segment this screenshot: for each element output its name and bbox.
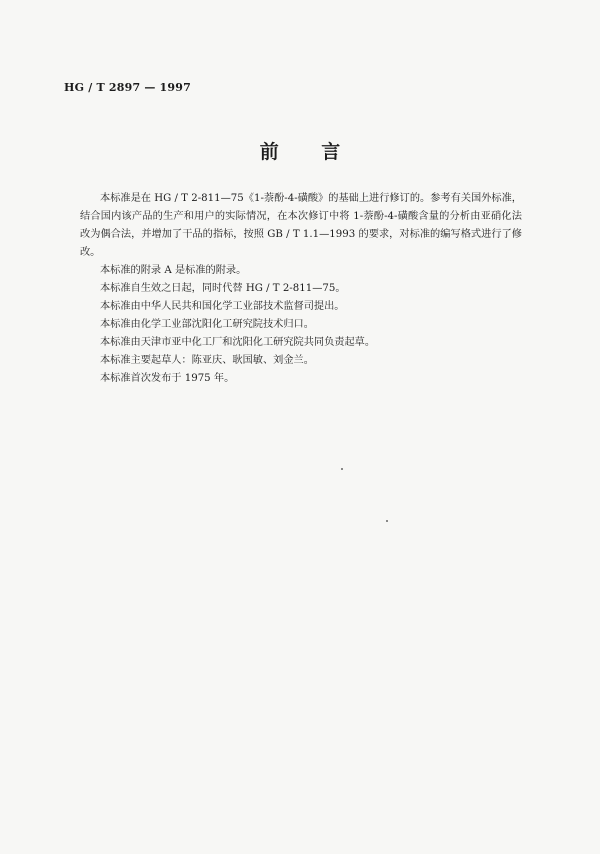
scan-speck bbox=[341, 468, 343, 470]
paragraph-centralized-unit: 本标准由化学工业部沈阳化工研究院技术归口。 bbox=[100, 319, 314, 330]
paragraph-main-drafters: 本标准主要起草人：陈亚庆、耿国敏、刘金兰。 bbox=[100, 355, 314, 366]
standard-code: HG / T 2897 — 1997 bbox=[64, 81, 191, 94]
page-title: 前 言 bbox=[259, 141, 359, 163]
paragraph-drafting-units: 本标准由天津市亚中化工厂和沈阳化工研究院共同负责起草。 bbox=[100, 337, 376, 348]
foreword-body bbox=[80, 190, 522, 388]
scan-speck bbox=[386, 520, 388, 522]
paragraph-revision-basis: 本标准是在 HG / T 2-811—75《1-萘酚-4-磺酸》的基础上进行修订的。参考有关国外标准，结合国内该产品的生产和用户的实际情况，在本次修订中将 1-萘酚-4-磺酸含量的分析由亚硝化法改为偶合法，并增加了干品的指标，按照 GB / T 1.1—1993 的要求，对标准的编写格式进行了修改。 bbox=[80, 193, 522, 258]
paragraph-first-issue: 本标准首次发布于 1975 年。 bbox=[100, 373, 235, 384]
paragraph-proposer: 本标准由中华人民共和国化学工业部技术监督司提出。 bbox=[100, 301, 345, 312]
paragraph-appendix: 本标准的附录 A 是标准的附录。 bbox=[100, 265, 247, 276]
paragraph-replacement: 本标准自生效之日起，同时代替 HG / T 2-811—75。 bbox=[100, 283, 346, 294]
